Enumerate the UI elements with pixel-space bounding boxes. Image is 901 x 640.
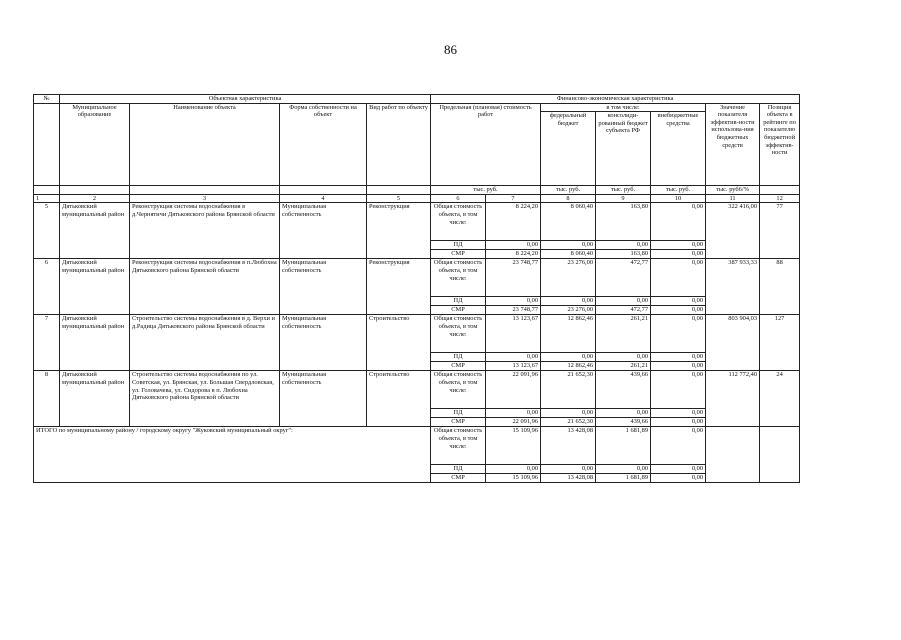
amount-cell: 0,00: [486, 297, 541, 306]
amount-cell: 0,00: [651, 465, 706, 474]
header-object-group: Объектная характеристика: [60, 95, 431, 104]
header-extrabudget: внебюджетные средства: [651, 112, 706, 186]
cost-label-smr: СМР: [431, 306, 486, 315]
amount-cell: 0,00: [651, 259, 706, 297]
column-number: 8: [541, 194, 596, 203]
cost-label-total: Общая стоимость объекта, в том числе:: [431, 203, 486, 241]
amount-cell: 0,00: [651, 409, 706, 418]
amount-cell: 12 862,46: [541, 315, 596, 353]
amount-cell: 0,00: [486, 353, 541, 362]
indicator-value-cell: 387 933,33: [706, 259, 760, 315]
amount-cell: 0,00: [651, 371, 706, 409]
ownership-cell: Муниципальная собственность: [280, 203, 367, 259]
amount-cell: 0,00: [541, 409, 596, 418]
amount-cell: 472,77: [596, 306, 651, 315]
amount-cell: 23 748,77: [486, 259, 541, 297]
amount-cell: 0,00: [651, 315, 706, 353]
object-name-cell: Строительство системы водоснабжения по ул. Советская, ул. Брянская, ул. Большая Свердловская, ул. Головачева, ул. Сидорова в п. Любохна Дятьковского района Брянской области: [130, 371, 280, 427]
amount-cell: 0,00: [651, 353, 706, 362]
column-number: 12: [760, 194, 800, 203]
amount-cell: 23 276,00: [541, 259, 596, 297]
cost-label-total: Общая стоимость объекта, в том числе:: [431, 371, 486, 409]
object-table: [33, 94, 800, 483]
unit-indicator: тыс. руб6/%: [706, 186, 760, 195]
indicator-value-cell: 803 904,03: [706, 315, 760, 371]
cost-label-smr: СМР: [431, 362, 486, 371]
amount-cell: 439,66: [596, 371, 651, 409]
amount-cell: 8 224,20: [486, 203, 541, 241]
column-number: 6: [431, 194, 486, 203]
column-number: 11: [706, 194, 760, 203]
amount-cell: 0,00: [486, 409, 541, 418]
header-object-name: Наименование объекта: [130, 103, 280, 186]
units-row: [34, 186, 800, 195]
column-numbers-row: [34, 194, 800, 203]
column-number: 2: [60, 194, 130, 203]
rating-position-cell: 127: [760, 315, 800, 371]
amount-cell: 13 428,08: [541, 427, 596, 465]
header-work-type: Вид работ по объекту: [367, 103, 431, 186]
summary-indicator-blank: [706, 427, 760, 483]
ownership-cell: Муниципальная собственность: [280, 315, 367, 371]
amount-cell: 0,00: [651, 203, 706, 241]
table-row: [34, 371, 800, 409]
amount-cell: 0,00: [541, 241, 596, 250]
table-row: [34, 315, 800, 353]
cost-label-pd: ПД: [431, 241, 486, 250]
amount-cell: 1 681,89: [596, 427, 651, 465]
amount-cell: 261,21: [596, 315, 651, 353]
ownership-cell: Муниципальная собственность: [280, 371, 367, 427]
unit-consolidated: тыс. руб.: [596, 186, 651, 195]
amount-cell: 8 060,40: [541, 203, 596, 241]
summary-rank-blank: [760, 427, 800, 483]
row-number: 8: [34, 371, 60, 427]
object-name-cell: Реконструкция системы водоснабжения в д.Чернятичи Дятьковского района Брянской области: [130, 203, 280, 259]
indicator-value-cell: 112 772,40: [706, 371, 760, 427]
row-number: 6: [34, 259, 60, 315]
amount-cell: 13 123,67: [486, 362, 541, 371]
column-number: 10: [651, 194, 706, 203]
cost-label-pd: ПД: [431, 297, 486, 306]
header-municipality: Муниципальное образование: [60, 103, 130, 186]
amount-cell: 12 862,46: [541, 362, 596, 371]
cost-label-total: Общая стоимость объекта, в том числе:: [431, 427, 486, 465]
municipality-cell: Дятьковский муниципальный район: [60, 203, 130, 259]
amount-cell: 0,00: [651, 474, 706, 483]
amount-cell: 15 109,96: [486, 474, 541, 483]
indicator-value-cell: 322 416,00: [706, 203, 760, 259]
cost-label-smr: СМР: [431, 250, 486, 259]
header-row-main: [34, 103, 800, 112]
amount-cell: 472,77: [596, 259, 651, 297]
rating-position-cell: 88: [760, 259, 800, 315]
amount-cell: 0,00: [596, 241, 651, 250]
header-including: в том числе:: [541, 103, 706, 112]
amount-cell: 0,00: [541, 465, 596, 474]
work-type-cell: Реконструкция: [367, 259, 431, 315]
municipality-cell: Дятьковский муниципальный район: [60, 315, 130, 371]
column-number: 5: [367, 194, 431, 203]
column-number: 4: [280, 194, 367, 203]
amount-cell: 261,21: [596, 362, 651, 371]
cost-label-pd: ПД: [431, 353, 486, 362]
work-type-cell: Строительство: [367, 371, 431, 427]
row-number: 5: [34, 203, 60, 259]
cost-label-pd: ПД: [431, 409, 486, 418]
table-row: [34, 259, 800, 297]
object-name-cell: Строительство системы водоснабжения в д. Верхи и д.Радица Дятьковского района Брянской области: [130, 315, 280, 371]
header-ownership: Форма собственности на объект: [280, 103, 367, 186]
amount-cell: 0,00: [596, 465, 651, 474]
amount-cell: 0,00: [651, 362, 706, 371]
column-number: 7: [486, 194, 541, 203]
amount-cell: 0,00: [651, 306, 706, 315]
cost-label-pd: ПД: [431, 465, 486, 474]
cost-label-total: Общая стоимость объекта, в том числе:: [431, 259, 486, 297]
header-num-blank: [34, 103, 60, 186]
table-body: [34, 95, 800, 483]
work-type-cell: Строительство: [367, 315, 431, 371]
amount-cell: 15 109,96: [486, 427, 541, 465]
amount-cell: 23 748,77: [486, 306, 541, 315]
summary-label: ИТОГО по муниципальному району / городскому округу "Жуковский муниципальный округ":: [34, 427, 431, 483]
object-name-cell: Реконструкция системы водоснабжения в п.Любохна Дятьковского района Брянской области: [130, 259, 280, 315]
work-type-cell: Реконструкция: [367, 203, 431, 259]
amount-cell: 163,80: [596, 250, 651, 259]
amount-cell: 0,00: [596, 353, 651, 362]
amount-cell: 0,00: [541, 353, 596, 362]
amount-cell: 0,00: [596, 409, 651, 418]
amount-cell: 0,00: [486, 465, 541, 474]
amount-cell: 8 224,20: [486, 250, 541, 259]
header-rating-position: Позиция объекта в рейтинге по показателю бюджетной эффектив-ности: [760, 103, 800, 186]
amount-cell: 13 428,08: [541, 474, 596, 483]
header-federal: федеральный бюджет: [541, 112, 596, 186]
unit-cost: тыс. руб.: [431, 186, 541, 195]
cost-label-total: Общая стоимость объекта, в том числе:: [431, 315, 486, 353]
amount-cell: 21 652,30: [541, 371, 596, 409]
cost-label-smr: СМР: [431, 474, 486, 483]
unit-extrabudget: тыс. руб.: [651, 186, 706, 195]
table-row: [34, 203, 800, 241]
header-planned-cost: Предельная (плановая) стоимость работ: [431, 103, 541, 186]
amount-cell: 163,80: [596, 203, 651, 241]
amount-cell: 8 060,40: [541, 250, 596, 259]
municipality-cell: Дятьковский муниципальный район: [60, 259, 130, 315]
amount-cell: 0,00: [651, 297, 706, 306]
row-number: 7: [34, 315, 60, 371]
amount-cell: 23 276,00: [541, 306, 596, 315]
header-indicator-value: Значение показателя эффектив-ности использова-ния бюджетных средств: [706, 103, 760, 186]
amount-cell: 21 652,30: [541, 418, 596, 427]
amount-cell: 0,00: [486, 241, 541, 250]
header-num: №: [34, 95, 60, 104]
unit-federal: тыс. руб.: [541, 186, 596, 195]
amount-cell: 0,00: [651, 418, 706, 427]
header-consolidated: консолиди-рованный бюджет субъекта РФ: [596, 112, 651, 186]
column-number: 9: [596, 194, 651, 203]
rating-position-cell: 24: [760, 371, 800, 427]
amount-cell: 0,00: [651, 241, 706, 250]
amount-cell: 0,00: [541, 297, 596, 306]
column-number: 1: [34, 194, 60, 203]
amount-cell: 439,66: [596, 418, 651, 427]
amount-cell: 0,00: [651, 250, 706, 259]
amount-cell: 1 681,89: [596, 474, 651, 483]
amount-cell: 22 091,96: [486, 371, 541, 409]
cost-label-smr: СМР: [431, 418, 486, 427]
summary-row: [34, 427, 800, 465]
municipality-cell: Дятьковский муниципальный район: [60, 371, 130, 427]
ownership-cell: Муниципальная собственность: [280, 259, 367, 315]
rating-position-cell: 77: [760, 203, 800, 259]
header-finance-group: Финансово-экономическая характеристика: [431, 95, 800, 104]
amount-cell: 0,00: [596, 297, 651, 306]
amount-cell: 22 091,96: [486, 418, 541, 427]
amount-cell: 0,00: [651, 427, 706, 465]
column-number: 3: [130, 194, 280, 203]
header-row-groups: [34, 95, 800, 104]
page-number: 86: [444, 42, 457, 57]
amount-cell: 13 123,67: [486, 315, 541, 353]
